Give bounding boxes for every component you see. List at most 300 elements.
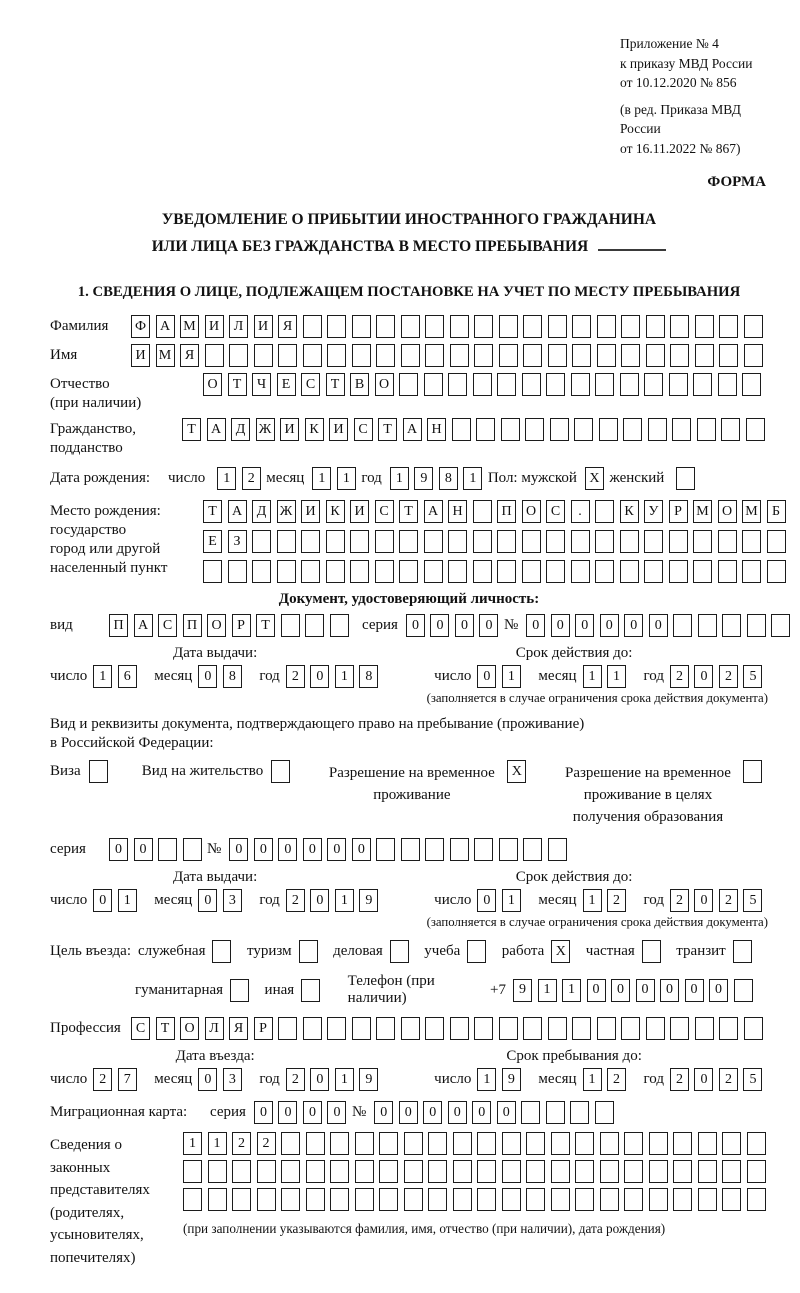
char-cell[interactable]: 0 bbox=[254, 838, 273, 861]
char-cell[interactable]: А bbox=[403, 418, 422, 441]
char-cell[interactable]: С bbox=[301, 373, 320, 396]
char-cell[interactable] bbox=[448, 373, 467, 396]
char-cell[interactable] bbox=[448, 530, 467, 553]
char-cell[interactable] bbox=[502, 1132, 521, 1155]
char-cell[interactable]: 8 bbox=[359, 665, 378, 688]
char-cell[interactable]: Я bbox=[278, 315, 297, 338]
char-cell[interactable] bbox=[670, 1017, 689, 1040]
char-cell[interactable]: К bbox=[305, 418, 324, 441]
char-cell[interactable] bbox=[228, 560, 247, 583]
char-cell[interactable]: 0 bbox=[694, 665, 713, 688]
char-cell[interactable] bbox=[376, 838, 395, 861]
char-cell[interactable] bbox=[450, 1017, 469, 1040]
char-cell[interactable]: О bbox=[522, 500, 541, 523]
char-cell[interactable] bbox=[379, 1188, 398, 1211]
char-cell[interactable]: А bbox=[207, 418, 226, 441]
char-cell[interactable] bbox=[734, 979, 753, 1002]
char-cell[interactable] bbox=[672, 418, 691, 441]
char-cell[interactable] bbox=[252, 560, 271, 583]
char-cell[interactable] bbox=[620, 560, 639, 583]
char-cell[interactable]: Т bbox=[228, 373, 247, 396]
char-cell[interactable] bbox=[257, 1160, 276, 1183]
char-cell[interactable] bbox=[698, 1188, 717, 1211]
char-cell[interactable] bbox=[355, 1160, 374, 1183]
char-cell[interactable]: 1 bbox=[583, 889, 602, 912]
residence-issue-year-input[interactable] bbox=[286, 889, 384, 912]
char-cell[interactable] bbox=[350, 530, 369, 553]
char-cell[interactable] bbox=[742, 560, 761, 583]
doc-series-input[interactable] bbox=[406, 614, 504, 637]
char-cell[interactable]: 1 bbox=[583, 1068, 602, 1091]
char-cell[interactable] bbox=[646, 344, 665, 367]
char-cell[interactable] bbox=[401, 344, 420, 367]
char-cell[interactable]: 0 bbox=[472, 1101, 491, 1124]
purpose-private-checkbox[interactable] bbox=[642, 940, 667, 963]
char-cell[interactable]: 0 bbox=[406, 614, 425, 637]
residence-number-input[interactable] bbox=[229, 838, 572, 861]
char-cell[interactable] bbox=[597, 344, 616, 367]
char-cell[interactable] bbox=[326, 560, 345, 583]
char-cell[interactable] bbox=[525, 418, 544, 441]
char-cell[interactable] bbox=[523, 1017, 542, 1040]
char-cell[interactable] bbox=[648, 418, 667, 441]
char-cell[interactable] bbox=[278, 344, 297, 367]
char-cell[interactable] bbox=[595, 530, 614, 553]
char-cell[interactable]: 1 bbox=[562, 979, 581, 1002]
char-cell[interactable] bbox=[477, 1160, 496, 1183]
char-cell[interactable]: Д bbox=[231, 418, 250, 441]
char-cell[interactable] bbox=[744, 344, 763, 367]
char-cell[interactable] bbox=[649, 1160, 668, 1183]
char-cell[interactable] bbox=[303, 315, 322, 338]
profession-input[interactable] bbox=[131, 1017, 768, 1040]
char-cell[interactable] bbox=[548, 315, 567, 338]
char-cell[interactable]: 0 bbox=[399, 1101, 418, 1124]
char-cell[interactable] bbox=[327, 315, 346, 338]
char-cell[interactable] bbox=[719, 1017, 738, 1040]
char-cell[interactable] bbox=[621, 315, 640, 338]
char-cell[interactable] bbox=[747, 614, 766, 637]
char-cell[interactable]: П bbox=[183, 614, 202, 637]
char-cell[interactable]: 2 bbox=[286, 665, 305, 688]
char-cell[interactable] bbox=[474, 1017, 493, 1040]
char-cell[interactable] bbox=[548, 1017, 567, 1040]
char-cell[interactable]: 0 bbox=[198, 1068, 217, 1091]
char-cell[interactable] bbox=[257, 1188, 276, 1211]
char-cell[interactable]: 2 bbox=[232, 1132, 251, 1155]
char-cell[interactable]: З bbox=[228, 530, 247, 553]
char-cell[interactable] bbox=[306, 1188, 325, 1211]
char-cell[interactable] bbox=[473, 500, 492, 523]
char-cell[interactable] bbox=[673, 614, 692, 637]
char-cell[interactable]: Р bbox=[669, 500, 688, 523]
char-cell[interactable]: 0 bbox=[587, 979, 606, 1002]
char-cell[interactable] bbox=[281, 1160, 300, 1183]
char-cell[interactable]: У bbox=[644, 500, 663, 523]
char-cell[interactable]: М bbox=[693, 500, 712, 523]
char-cell[interactable]: 2 bbox=[670, 889, 689, 912]
char-cell[interactable] bbox=[352, 344, 371, 367]
char-cell[interactable]: Ж bbox=[256, 418, 275, 441]
char-cell[interactable]: 3 bbox=[223, 889, 242, 912]
char-cell[interactable] bbox=[595, 500, 614, 523]
char-cell[interactable]: 0 bbox=[310, 1068, 329, 1091]
char-cell[interactable] bbox=[595, 560, 614, 583]
char-cell[interactable]: 5 bbox=[743, 665, 762, 688]
char-cell[interactable]: 9 bbox=[414, 467, 433, 490]
char-cell[interactable] bbox=[401, 1017, 420, 1040]
char-cell[interactable] bbox=[669, 530, 688, 553]
char-cell[interactable]: Н bbox=[427, 418, 446, 441]
char-cell[interactable] bbox=[767, 560, 786, 583]
char-cell[interactable]: 1 bbox=[208, 1132, 227, 1155]
phone-input[interactable] bbox=[513, 979, 758, 1002]
char-cell[interactable]: 3 bbox=[223, 1068, 242, 1091]
char-cell[interactable]: А bbox=[156, 315, 175, 338]
char-cell[interactable] bbox=[208, 1160, 227, 1183]
char-cell[interactable] bbox=[600, 1188, 619, 1211]
char-cell[interactable] bbox=[327, 1017, 346, 1040]
purpose-other-checkbox[interactable] bbox=[301, 979, 326, 1002]
char-cell[interactable] bbox=[572, 315, 591, 338]
char-cell[interactable] bbox=[744, 315, 763, 338]
char-cell[interactable] bbox=[695, 315, 714, 338]
char-cell[interactable] bbox=[551, 1160, 570, 1183]
issue-month-input[interactable] bbox=[198, 665, 247, 688]
char-cell[interactable]: 1 bbox=[118, 889, 137, 912]
representatives-input-1[interactable] bbox=[183, 1132, 771, 1155]
char-cell[interactable] bbox=[453, 1188, 472, 1211]
char-cell[interactable]: 9 bbox=[359, 889, 378, 912]
char-cell[interactable] bbox=[624, 1188, 643, 1211]
char-cell[interactable] bbox=[575, 1188, 594, 1211]
char-cell[interactable]: Д bbox=[252, 500, 271, 523]
char-cell[interactable] bbox=[499, 315, 518, 338]
char-cell[interactable] bbox=[742, 530, 761, 553]
char-cell[interactable]: 0 bbox=[278, 1101, 297, 1124]
char-cell[interactable]: Т bbox=[378, 418, 397, 441]
char-cell[interactable]: С bbox=[158, 614, 177, 637]
char-cell[interactable] bbox=[473, 560, 492, 583]
char-cell[interactable]: 2 bbox=[257, 1132, 276, 1155]
char-cell[interactable] bbox=[670, 344, 689, 367]
char-cell[interactable]: М bbox=[742, 500, 761, 523]
char-cell[interactable]: К bbox=[326, 500, 345, 523]
char-cell[interactable]: Р bbox=[232, 614, 251, 637]
char-cell[interactable] bbox=[722, 1132, 741, 1155]
char-cell[interactable]: 0 bbox=[497, 1101, 516, 1124]
citizenship-input[interactable] bbox=[182, 418, 770, 441]
char-cell[interactable] bbox=[644, 560, 663, 583]
char-cell[interactable] bbox=[620, 530, 639, 553]
char-cell[interactable] bbox=[698, 1132, 717, 1155]
char-cell[interactable]: 0 bbox=[303, 838, 322, 861]
checkbox-cell[interactable]: X bbox=[507, 760, 526, 783]
char-cell[interactable]: 1 bbox=[335, 1068, 354, 1091]
char-cell[interactable] bbox=[401, 315, 420, 338]
char-cell[interactable]: 0 bbox=[455, 614, 474, 637]
char-cell[interactable] bbox=[375, 560, 394, 583]
checkbox-cell[interactable] bbox=[390, 940, 409, 963]
checkbox-cell[interactable] bbox=[467, 940, 486, 963]
char-cell[interactable]: 1 bbox=[607, 665, 626, 688]
temp-residence-education-checkbox[interactable] bbox=[743, 760, 768, 783]
checkbox-cell[interactable] bbox=[642, 940, 661, 963]
char-cell[interactable]: 7 bbox=[118, 1068, 137, 1091]
birth-day-input[interactable] bbox=[217, 467, 266, 490]
char-cell[interactable] bbox=[277, 560, 296, 583]
char-cell[interactable] bbox=[330, 614, 349, 637]
char-cell[interactable] bbox=[232, 1188, 251, 1211]
char-cell[interactable] bbox=[254, 344, 273, 367]
char-cell[interactable] bbox=[697, 418, 716, 441]
purpose-work-checkbox[interactable] bbox=[551, 940, 576, 963]
char-cell[interactable] bbox=[453, 1132, 472, 1155]
doc-number-input[interactable] bbox=[526, 614, 796, 637]
char-cell[interactable]: 0 bbox=[198, 889, 217, 912]
char-cell[interactable]: А bbox=[134, 614, 153, 637]
issue-year-input[interactable] bbox=[286, 665, 384, 688]
char-cell[interactable] bbox=[718, 373, 737, 396]
char-cell[interactable] bbox=[305, 614, 324, 637]
char-cell[interactable]: 1 bbox=[502, 665, 521, 688]
char-cell[interactable] bbox=[183, 838, 202, 861]
char-cell[interactable] bbox=[303, 344, 322, 367]
char-cell[interactable] bbox=[767, 530, 786, 553]
char-cell[interactable] bbox=[646, 1017, 665, 1040]
char-cell[interactable] bbox=[281, 1188, 300, 1211]
char-cell[interactable] bbox=[669, 373, 688, 396]
char-cell[interactable]: М bbox=[156, 344, 175, 367]
char-cell[interactable] bbox=[281, 614, 300, 637]
char-cell[interactable]: 0 bbox=[624, 614, 643, 637]
char-cell[interactable]: 0 bbox=[352, 838, 371, 861]
name-input[interactable] bbox=[131, 344, 768, 367]
char-cell[interactable] bbox=[450, 838, 469, 861]
char-cell[interactable] bbox=[621, 344, 640, 367]
char-cell[interactable]: Ж bbox=[277, 500, 296, 523]
char-cell[interactable] bbox=[719, 315, 738, 338]
char-cell[interactable]: К bbox=[620, 500, 639, 523]
char-cell[interactable] bbox=[453, 1160, 472, 1183]
char-cell[interactable] bbox=[695, 344, 714, 367]
char-cell[interactable] bbox=[571, 560, 590, 583]
char-cell[interactable]: Е bbox=[277, 373, 296, 396]
char-cell[interactable]: Т bbox=[256, 614, 275, 637]
char-cell[interactable]: 2 bbox=[607, 1068, 626, 1091]
char-cell[interactable]: Л bbox=[205, 1017, 224, 1040]
purpose-humanitarian-checkbox[interactable] bbox=[230, 979, 255, 1002]
char-cell[interactable]: 0 bbox=[479, 614, 498, 637]
char-cell[interactable] bbox=[474, 838, 493, 861]
char-cell[interactable]: Б bbox=[767, 500, 786, 523]
char-cell[interactable]: 0 bbox=[109, 838, 128, 861]
checkbox-cell[interactable] bbox=[301, 979, 320, 1002]
checkbox-cell[interactable] bbox=[733, 940, 752, 963]
char-cell[interactable]: 0 bbox=[327, 1101, 346, 1124]
char-cell[interactable] bbox=[355, 1188, 374, 1211]
char-cell[interactable]: И bbox=[131, 344, 150, 367]
char-cell[interactable]: 2 bbox=[719, 889, 738, 912]
char-cell[interactable] bbox=[208, 1188, 227, 1211]
char-cell[interactable] bbox=[502, 1188, 521, 1211]
char-cell[interactable] bbox=[673, 1188, 692, 1211]
char-cell[interactable]: 6 bbox=[118, 665, 137, 688]
char-cell[interactable] bbox=[595, 373, 614, 396]
char-cell[interactable] bbox=[401, 838, 420, 861]
char-cell[interactable] bbox=[330, 1132, 349, 1155]
char-cell[interactable]: Т bbox=[156, 1017, 175, 1040]
purpose-tourism-checkbox[interactable] bbox=[299, 940, 324, 963]
char-cell[interactable]: 0 bbox=[649, 614, 668, 637]
char-cell[interactable]: 1 bbox=[583, 665, 602, 688]
char-cell[interactable]: 0 bbox=[278, 838, 297, 861]
valid-year-input[interactable] bbox=[670, 665, 768, 688]
char-cell[interactable]: Т bbox=[203, 500, 222, 523]
birth-month-input[interactable] bbox=[312, 467, 361, 490]
char-cell[interactable] bbox=[330, 1160, 349, 1183]
char-cell[interactable]: 0 bbox=[310, 889, 329, 912]
char-cell[interactable] bbox=[550, 418, 569, 441]
char-cell[interactable] bbox=[306, 1160, 325, 1183]
char-cell[interactable] bbox=[718, 530, 737, 553]
char-cell[interactable] bbox=[575, 1132, 594, 1155]
char-cell[interactable]: О bbox=[718, 500, 737, 523]
char-cell[interactable] bbox=[352, 1017, 371, 1040]
char-cell[interactable]: 0 bbox=[327, 838, 346, 861]
char-cell[interactable] bbox=[476, 418, 495, 441]
char-cell[interactable]: С bbox=[546, 500, 565, 523]
char-cell[interactable] bbox=[183, 1160, 202, 1183]
char-cell[interactable]: Я bbox=[229, 1017, 248, 1040]
char-cell[interactable]: 1 bbox=[217, 467, 236, 490]
char-cell[interactable]: 0 bbox=[310, 665, 329, 688]
char-cell[interactable] bbox=[572, 344, 591, 367]
char-cell[interactable] bbox=[721, 418, 740, 441]
char-cell[interactable]: 1 bbox=[335, 889, 354, 912]
char-cell[interactable]: О bbox=[207, 614, 226, 637]
char-cell[interactable] bbox=[424, 560, 443, 583]
char-cell[interactable] bbox=[376, 344, 395, 367]
char-cell[interactable]: 0 bbox=[551, 614, 570, 637]
char-cell[interactable]: Т bbox=[326, 373, 345, 396]
char-cell[interactable] bbox=[205, 344, 224, 367]
char-cell[interactable]: Я bbox=[180, 344, 199, 367]
char-cell[interactable] bbox=[570, 1101, 589, 1124]
char-cell[interactable] bbox=[595, 1101, 614, 1124]
char-cell[interactable]: 1 bbox=[183, 1132, 202, 1155]
char-cell[interactable] bbox=[450, 315, 469, 338]
char-cell[interactable]: 9 bbox=[502, 1068, 521, 1091]
char-cell[interactable]: 0 bbox=[134, 838, 153, 861]
char-cell[interactable] bbox=[623, 418, 642, 441]
char-cell[interactable] bbox=[499, 1017, 518, 1040]
char-cell[interactable]: 1 bbox=[463, 467, 482, 490]
char-cell[interactable]: 0 bbox=[477, 665, 496, 688]
char-cell[interactable] bbox=[718, 560, 737, 583]
char-cell[interactable] bbox=[375, 530, 394, 553]
char-cell[interactable]: 0 bbox=[636, 979, 655, 1002]
char-cell[interactable]: П bbox=[497, 500, 516, 523]
char-cell[interactable]: 0 bbox=[685, 979, 704, 1002]
char-cell[interactable]: 1 bbox=[390, 467, 409, 490]
char-cell[interactable]: С bbox=[375, 500, 394, 523]
birth-year-input[interactable] bbox=[390, 467, 488, 490]
char-cell[interactable] bbox=[350, 560, 369, 583]
checkbox-cell[interactable]: X bbox=[585, 467, 604, 490]
char-cell[interactable] bbox=[646, 315, 665, 338]
char-cell[interactable] bbox=[379, 1132, 398, 1155]
char-cell[interactable]: С bbox=[131, 1017, 150, 1040]
char-cell[interactable]: В bbox=[350, 373, 369, 396]
char-cell[interactable] bbox=[497, 373, 516, 396]
char-cell[interactable] bbox=[669, 560, 688, 583]
char-cell[interactable] bbox=[522, 560, 541, 583]
char-cell[interactable] bbox=[502, 1160, 521, 1183]
checkbox-cell[interactable] bbox=[743, 760, 762, 783]
char-cell[interactable] bbox=[355, 1132, 374, 1155]
char-cell[interactable]: 5 bbox=[743, 1068, 762, 1091]
char-cell[interactable]: 2 bbox=[719, 665, 738, 688]
char-cell[interactable] bbox=[673, 1132, 692, 1155]
char-cell[interactable]: 0 bbox=[600, 614, 619, 637]
char-cell[interactable] bbox=[404, 1132, 423, 1155]
purpose-study-checkbox[interactable] bbox=[467, 940, 492, 963]
char-cell[interactable] bbox=[521, 1101, 540, 1124]
char-cell[interactable] bbox=[742, 373, 761, 396]
char-cell[interactable]: 8 bbox=[439, 467, 458, 490]
residence-permit-checkbox[interactable] bbox=[271, 760, 296, 783]
char-cell[interactable] bbox=[575, 1160, 594, 1183]
char-cell[interactable] bbox=[424, 530, 443, 553]
representatives-input-2[interactable] bbox=[183, 1160, 771, 1183]
char-cell[interactable] bbox=[278, 1017, 297, 1040]
char-cell[interactable]: 2 bbox=[670, 665, 689, 688]
patronymic-input[interactable] bbox=[203, 373, 767, 396]
char-cell[interactable]: С bbox=[354, 418, 373, 441]
char-cell[interactable]: 1 bbox=[312, 467, 331, 490]
char-cell[interactable]: 0 bbox=[423, 1101, 442, 1124]
char-cell[interactable]: А bbox=[424, 500, 443, 523]
char-cell[interactable]: 9 bbox=[513, 979, 532, 1002]
migration-number-input[interactable] bbox=[374, 1101, 619, 1124]
char-cell[interactable] bbox=[572, 1017, 591, 1040]
char-cell[interactable] bbox=[376, 1017, 395, 1040]
char-cell[interactable] bbox=[424, 373, 443, 396]
checkbox-cell[interactable] bbox=[271, 760, 290, 783]
char-cell[interactable]: О bbox=[203, 373, 222, 396]
char-cell[interactable] bbox=[428, 1188, 447, 1211]
migration-series-input[interactable] bbox=[254, 1101, 352, 1124]
char-cell[interactable] bbox=[620, 373, 639, 396]
char-cell[interactable]: Т bbox=[182, 418, 201, 441]
char-cell[interactable] bbox=[327, 344, 346, 367]
char-cell[interactable] bbox=[649, 1188, 668, 1211]
purpose-business-checkbox[interactable] bbox=[390, 940, 415, 963]
char-cell[interactable] bbox=[546, 373, 565, 396]
char-cell[interactable] bbox=[499, 344, 518, 367]
char-cell[interactable]: 2 bbox=[93, 1068, 112, 1091]
char-cell[interactable] bbox=[379, 1160, 398, 1183]
char-cell[interactable] bbox=[571, 373, 590, 396]
purpose-official-checkbox[interactable] bbox=[212, 940, 237, 963]
residence-issue-day-input[interactable] bbox=[93, 889, 142, 912]
residence-valid-day-input[interactable] bbox=[477, 889, 526, 912]
char-cell[interactable] bbox=[306, 1132, 325, 1155]
char-cell[interactable] bbox=[526, 1188, 545, 1211]
char-cell[interactable] bbox=[452, 418, 471, 441]
stay-year-input[interactable] bbox=[670, 1068, 768, 1091]
